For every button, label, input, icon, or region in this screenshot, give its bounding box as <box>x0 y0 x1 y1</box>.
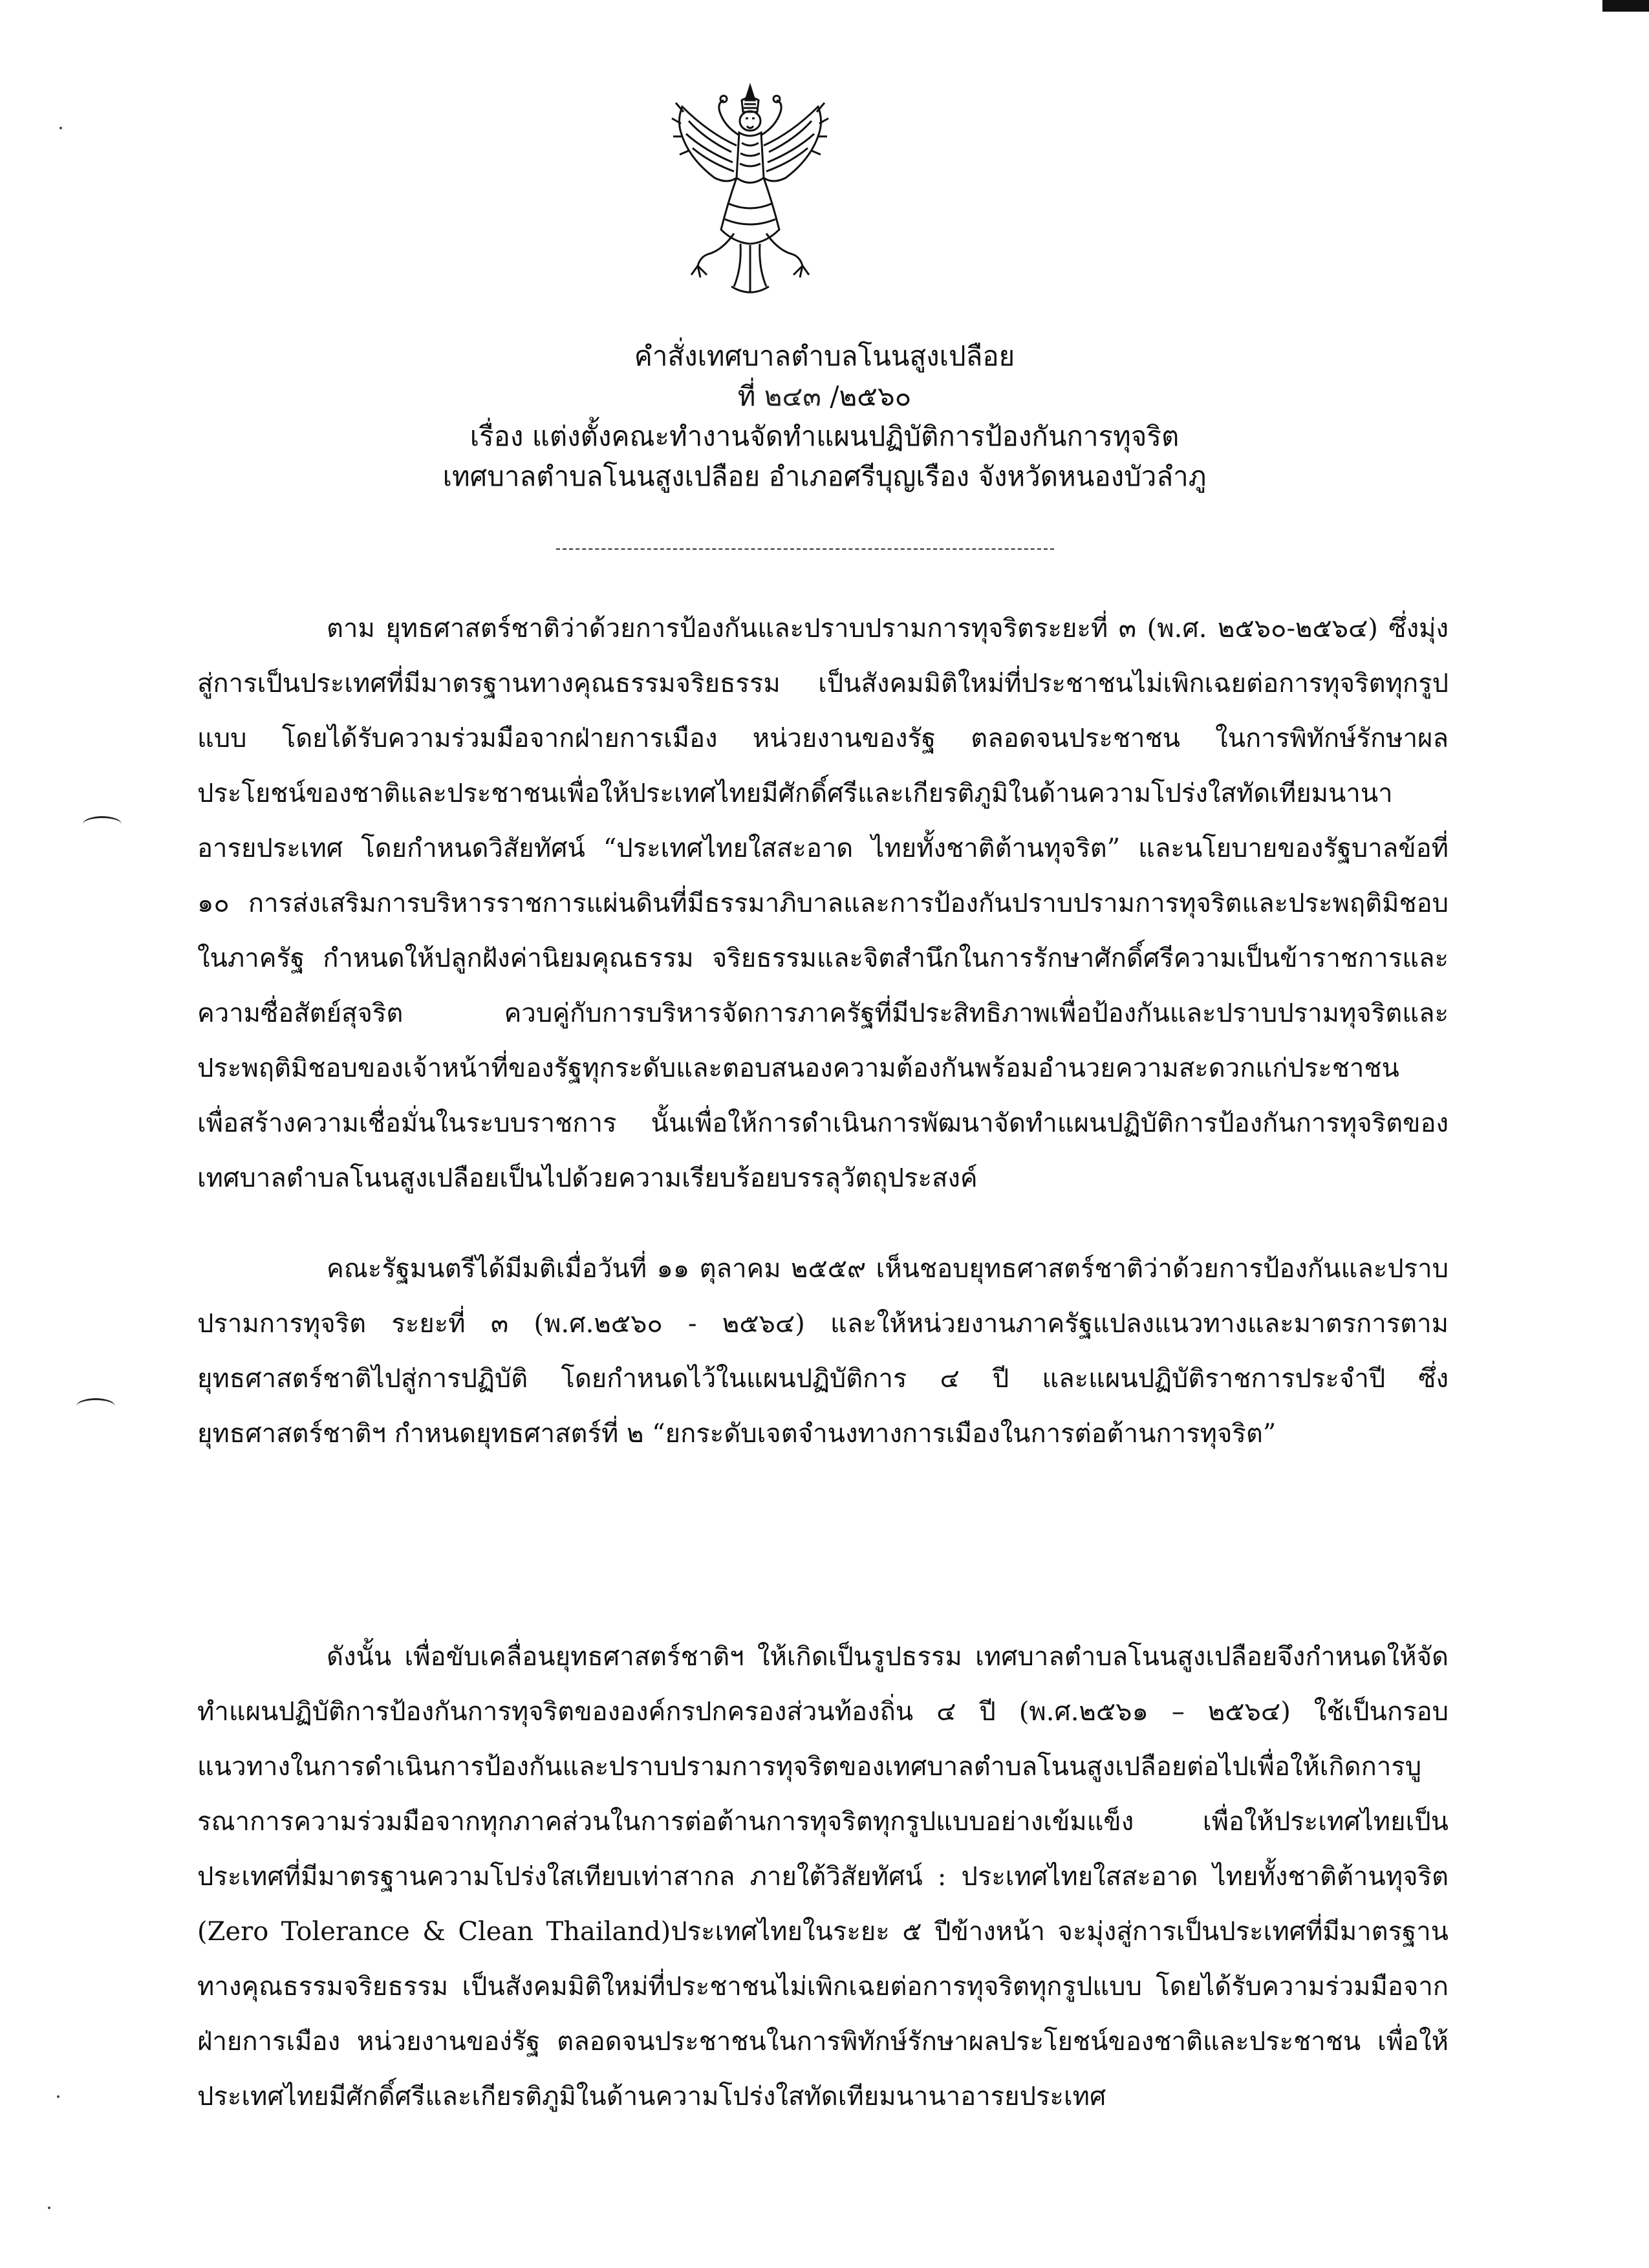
scan-corner-mark <box>1602 0 1649 12</box>
header-divider <box>556 548 1054 550</box>
punch-mark <box>83 816 122 832</box>
body-paragraph-3: ดังนั้น เพื่อขับเคลื่อนยุทธศาสตร์ชาติฯ ให้เกิดเป็นรูปธรรม เทศบาลตำบลโนนสูงเปลือยจึงกำหนดให้จัดทำแผนปฏิบัติการป้องกันการทุจริตขององค์กรปกครองส่วนท้องถิ่น ๔ ปี (พ.ศ.๒๕๖๑ – ๒๕๖๔) ใช้เป็นกรอบแนวทางในการดำเนินการป้องกันและปราบปรามการทุจริตของเทศบาลตำบลโนนสูงเปลือยต่อไปเพื่อให้เกิดการบูรณาการความร่วมมือจากทุกภาคส่วนในการต่อต้านการทุจริตทุกรูปแบบอย่างเข้มแข็ง เพื่อให้ประเทศไทยเป็นประเทศที่มีมาตรฐานความโปร่งใสเทียบเท่าสากล ภายใต้วิสัยทัศน์ : ประเทศไทยใสสะอาด ไทยทั้งชาติต้านทุจริต (Zero Tolerance & Clean Thailand)ประเทศไทยในระยะ ๕ ปีข้างหน้า จะมุ่งสู่การเป็นประเทศที่มีมาตรฐานทางคุณธรรมจริยธรรม เป็นสังคมมิติใหม่ที่ประชาชนไม่เพิกเฉยต่อการทุจริตทุกรูปแบบ โดยได้รับความร่วมมือจากฝ่ายการเมือง หน่วยงานของ่รัฐ ตลอดจนประชาชนในการพิทักษ์รักษาผลประโยชน์ของชาติและประชาชน เพื่อให้ประเทศไทยมีศักดิ์ศรีและเกียรติภูมิในด้านความโปร่งใสทัดเทียมนานาอารยประเทศ <box>197 1642 1449 2111</box>
subject-line <box>0 416 1649 457</box>
scan-speck <box>57 2095 59 2098</box>
punch-mark <box>76 1398 115 1414</box>
scan-speck <box>59 127 62 129</box>
order-title: คำสั่งเทศบาลตำบลโนนสูงเปลือย <box>634 340 1015 372</box>
body-paragraph-1: ตาม ยุทธศาสตร์ชาติว่าด้วยการป้องกันและปราบปรามการทุจริตระยะที่ ๓ (พ.ศ. ๒๕๖๐-๒๕๖๔) ซึ่งมุ่งสู่การเป็นประเทศที่มีมาตรฐานทางคุณธรรมจริยธรรม เป็นสังคมมิติใหม่ที่ประชาชนไม่เพิกเฉยต่อการทุจริตทุกรูปแบบ โดยได้รับความร่วมมือจากฝ่ายการเมือง หน่วยงานของรัฐ ตลอดจนประชาชน ในการพิทักษ์รักษาผลประโยชน์ของชาติและประชาชนเพื่อให้ประเทศไทยมีศักดิ์ศรีและเกียรติภูมิในด้านความโปร่งใสทัดเทียมนานาอารยประเทศ โดยกำหนดวิสัยทัศน์ “ประเทศไทยใสสะอาด ไทยทั้งชาติต้านทุจริต” และนโยบายของรัฐบาลข้อที่ ๑๐ การส่งเสริมการบริหารราชการแผ่นดินที่มีธรรมาภิบาลและการป้องกันปราบปรามการทุจริตและประพฤติมิชอบในภาครัฐ กำหนดให้ปลูกฝังค่านิยมคุณธรรม จริยธรรมและจิตสำนึกในการรักษาศักดิ์ศรีความเป็นข้าราชการและความซื่อสัตย์สุจริต ควบคู่กับการบริหารจัดการภาครัฐที่มีประสิทธิภาพเพื่อป้องกันและปราบปรามทุจริตและประพฤติมิชอบของเจ้าหน้าที่ของรัฐทุกระดับและตอบสนองความต้องกันพร้อมอำนวยความสะดวกแก่ประชาชน เพื่อสร้างความเชื่อมั่นในระบบราชการ นั้นเพื่อให้การดำเนินการพัฒนาจัดทำแผนปฏิบัติการป้องกันการทุจริตของเทศบาลตำบลโนนสูงเปลือยเป็นไปด้วยความเรียบร้อยบรรลุวัตถุประสงค์ <box>197 614 1449 1193</box>
order-number-year: /๒๕๖๐ <box>830 380 912 412</box>
document-header <box>0 336 1649 497</box>
body-paragraph-2: คณะรัฐมนตรีได้มีมติเมื่อวันที่ ๑๑ ตุลาคม ๒๕๕๙ เห็นชอบยุทธศาสตร์ชาติว่าด้วยการป้องกันและปราบปรามการทุจริต ระยะที่ ๓ (พ.ศ.๒๕๖๐ - ๒๕๖๔) และให้หน่วยงานภาครัฐแปลงแนวทางและมาตรการตามยุทธศาสตร์ชาติไปสู่การปฏิบัติ โดยกำหนดไว้ในแผนปฏิบัติการ ๔ ปี และแผนปฏิบัติราชการประจำปี ซึ่งยุทธศาสตร์ชาติฯ กำหนดยุทธศาสตร์ที่ ๒ “ยกระดับเจตจำนงทางการเมืองในการต่อต้านการทุจริต” <box>197 1254 1449 1449</box>
order-number-prefix: ที่ <box>737 380 756 412</box>
organization-line: เทศบาลตำบลโนนสูงเปลือย อำเภอศรีบุญเรือง จังหวัดหนองบัวลำภู <box>442 460 1207 492</box>
order-number-line <box>0 376 1649 416</box>
subject-label: เรื่อง <box>469 420 524 452</box>
order-number-value: ๒๔๓ <box>764 380 821 412</box>
scan-speck <box>48 2207 50 2209</box>
garuda-emblem-icon <box>669 81 831 301</box>
subject-text: แต่งตั้งคณะทำงานจัดทำแผนปฏิบัติการป้องกันการทุจริต <box>532 420 1180 452</box>
